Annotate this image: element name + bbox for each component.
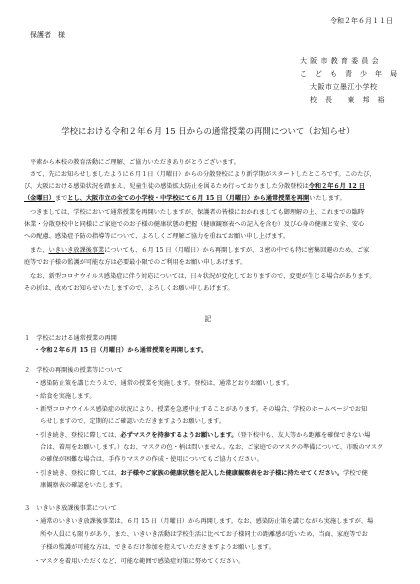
sender-school: 大阪市立墨江小学校 — [310, 83, 378, 91]
sender-board: 大 阪 市 教 育 委 員 会 — [300, 57, 380, 65]
section-2-line-9: 康観察表の確認をいたします。 — [34, 482, 127, 489]
section-2-line-3: ・新型コロナウイルス感染症の状況により、授業を急遽中止することがあります。その場合、学校のホームページでお知 — [34, 406, 368, 413]
text-segment: いたします。 — [309, 195, 346, 202]
section-2-line-8 — [34, 471, 368, 477]
sender-bureau: こ ど も 青 少 年 局 — [300, 70, 398, 78]
section-2-line-2: ・給食を実施します。 — [34, 393, 96, 400]
section-2-line-6: 合は、着用をお願いします。）なお、マスクの色・柄は問いません。なお、ご家庭でのマスクの準備について、市販のマスク — [34, 444, 384, 451]
paragraph-4-line-2: 庭等でお子様の監護が可能な方は必要最小限でのご利用をお願い申しあげます。 — [24, 259, 247, 266]
section-2-line-7: の確保が困難な場合は、手作りマスクの作成・使用についてもご協力ください。 — [34, 456, 263, 463]
section-2-line-1: ・感染防止策を講じたうえで、通常の授業を実施します。登校は、通常どおりお願いします。 — [34, 380, 293, 387]
emphasis-after-school: いきいき放課後事業 — [48, 247, 105, 254]
section-2-line-5 — [34, 433, 371, 439]
text-segment: 学校で健 — [343, 470, 368, 477]
text-segment: についても、６月 15 日（月曜日）から再開しますが、３密の中でも特に密集回避のため、ご家 — [104, 247, 370, 254]
text-segment: ・引き続き、登校に際しては、 — [34, 432, 121, 439]
document-title: 学校における令和２年６月 15 日からの通常授業の再開について（お知らせ） — [61, 127, 355, 137]
sender-principal: 校 長 東 邦 裕 — [310, 96, 385, 104]
paragraph-3-line-1: つきましては、学校において通常授業を再開いたしますが、保護者の皆様におかれましても御理解の上、これまでの臨時 — [30, 209, 365, 216]
section-3-heading: ３ いきいき放課後事業について — [24, 505, 117, 512]
paragraph-3-line-3: への配慮、感染症予防の指導等について、よろしくご理解ご協力を重ねてお願い申し上げます。 — [24, 233, 290, 240]
paragraph-4-line-1 — [30, 248, 369, 254]
paragraph-2-line-3 — [24, 196, 346, 202]
paragraph-3-line-2: 休業・分散登校中と同様にご家庭でのお子様の健康状態の把握（健康観察表への記入を含む）及び心身の健康と安全、安心 — [24, 221, 365, 228]
text-segment: まで — [54, 195, 68, 202]
emphasis-mask: 必ずマスクを持参するようお願いします。 — [120, 432, 238, 439]
paragraph-5-line-2: その折は、改めてお知らせいたしますので、よろしくお願い申しあげます。 — [24, 285, 234, 292]
paragraph-greeting: 平素から本校の教育活動にご理解、ご協力いただきありがとうございます。 — [30, 159, 240, 166]
ki-marker: 記 — [204, 315, 212, 323]
text-segment: また、 — [30, 247, 49, 254]
section-3-line-3: 子様の監護が可能な方は、できるだけ参加を控えていただきますようお願いします。 — [34, 544, 275, 551]
document-date: 令和２年６月１１日 — [330, 17, 393, 25]
emphasis-date: 令和２年６月 12 日 — [308, 183, 365, 190]
section-3-line-1: ・通常のいきいき放課後事業は、６月 15 日（月曜日）から再開します。なお、感染防止策を講じながら実施しますが、場 — [34, 518, 374, 525]
section-1-item: ・令和２年６月 15 日（月曜日）から通常授業を再開します。 — [34, 347, 208, 354]
paragraph-5-line-1: なお、新型コロナウイルス感染症に伴う対応については、日々状況が変化しておりますので、変更が生じる場合があります。 — [30, 273, 376, 280]
section-1-heading: １ 学校における通常授業の再開 — [24, 335, 117, 342]
section-2-heading: ２ 学校の再開後の授業等について — [24, 367, 123, 374]
emphasis-health-form: お子様やご家族の健康状態を記入した健康観察表をお子様に持たせてください。 — [120, 470, 344, 477]
section-3-line-4: ・マスクを着用いただくなど、可能な範囲で感染症対策に努めてください。 — [34, 558, 245, 565]
recipient: 保護者 様 — [30, 31, 65, 39]
section-3-line-2: 所や人員にも限りがあり、また、いきいき活動は学校生活に比べてお子様同士の距離感が近いため、当面、家庭等でお — [34, 531, 368, 538]
section-2-line-4: らせしますので、定期的にご確認いただきますようお願いします。 — [34, 418, 226, 425]
text-segment: （登下校中も、友人等から距離を確保できない場 — [237, 432, 371, 439]
paragraph-2-line-1: さて、先にお知らせしましたように６月１日（月曜日）からの分散登校により新学期がスタートしたところです。このたび、 — [30, 171, 376, 178]
paragraph-2-line-2 — [24, 184, 365, 190]
text-segment: ・引き続き、登校に際しては、 — [34, 470, 121, 477]
text-segment: び、大阪における感染状況を踏まえ、児童生徒の感染拡大防止を図るため行っておりました分散登校は — [24, 183, 309, 190]
emphasis-resume: とし、大阪市立の全ての小学校・中学校にて６月 15 日（月曜日）から通常授業を再開 — [67, 195, 310, 202]
emphasis-weekday: （金曜日） — [24, 195, 55, 202]
